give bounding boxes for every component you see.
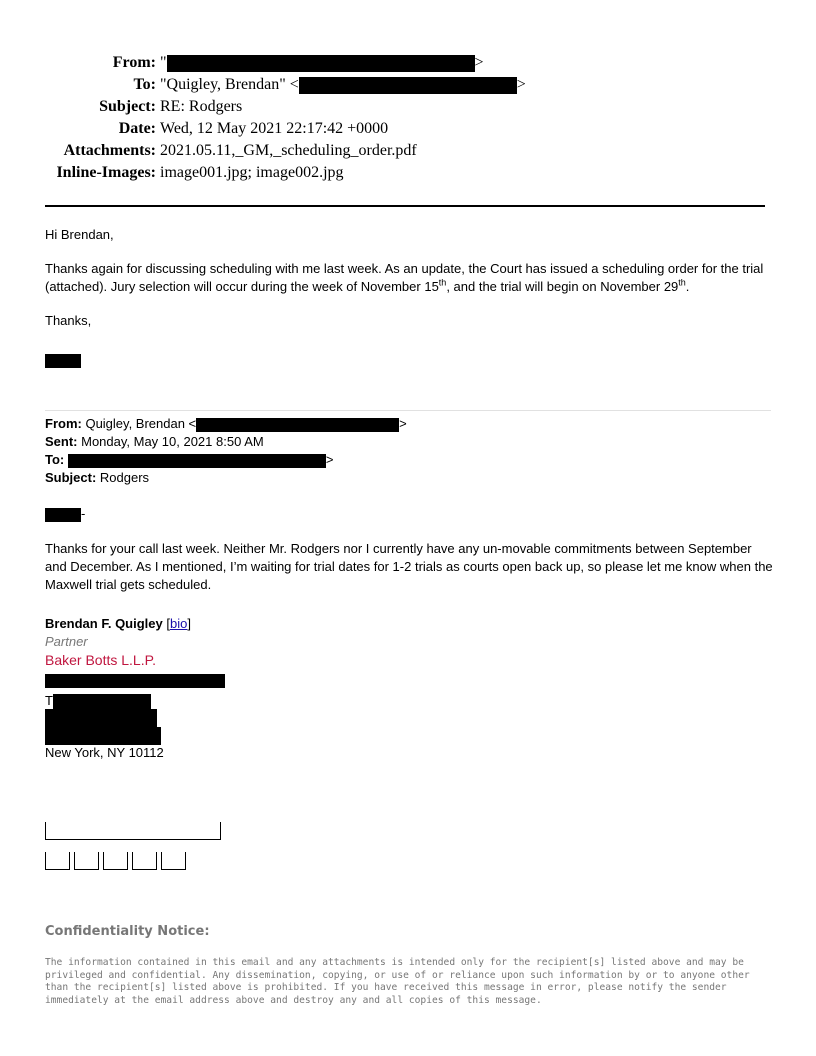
confidentiality-text: The information contained in this email and any attachments is intended only for the recipient[s] listed above and may be privileged and confidential. Any dissemination, copying, or use of or reliance upon such information by or to anyone other than the recipient[s] listed above is prohibited. If you have received this message in error, please notify the sender immediately at the email address above and destroy any and all copies of this message. — [45, 957, 750, 1006]
quoted-sent-value: Monday, May 10, 2021 8:50 AM — [77, 434, 264, 449]
signature-redacted-line — [45, 726, 775, 744]
quoted-subject-row — [45, 469, 407, 487]
header-date-label: Date: — [118, 120, 156, 137]
quoted-from-suffix: > — [399, 416, 407, 431]
closing: Thanks, — [45, 313, 92, 328]
header-date-row — [0, 118, 816, 140]
header-to-label: To: — [133, 76, 156, 93]
signature-redacted-line — [45, 708, 775, 726]
quoted-to-label: To: — [45, 452, 65, 467]
bracket: [ — [162, 616, 170, 631]
image-placeholders — [45, 822, 221, 870]
signature-name-row — [45, 615, 775, 633]
redaction-block — [167, 55, 475, 72]
header-subject-label: Subject: — [99, 98, 156, 115]
header-to-value — [160, 74, 526, 96]
quoted-sent-label: Sent: — [45, 434, 78, 449]
email-header — [0, 52, 816, 184]
redaction-block — [45, 674, 225, 688]
header-inline-images-row — [0, 162, 816, 184]
header-from-row — [0, 52, 816, 74]
quoted-to-suffix: > — [325, 452, 334, 467]
quoted-greeting — [45, 505, 775, 523]
signature-city: New York, NY 10112 — [45, 745, 164, 760]
confidentiality-title: Confidentiality Notice: — [45, 924, 210, 939]
header-from-label: From: — [112, 54, 156, 71]
update-text-2: , and the trial will begin on November 29 — [446, 279, 679, 294]
greeting: Hi Brendan, — [45, 227, 114, 242]
header-to-row — [0, 74, 816, 96]
reply-message — [45, 226, 775, 369]
header-from-prefix: " — [160, 54, 167, 71]
header-divider — [45, 205, 765, 207]
header-subject-row — [0, 96, 816, 118]
header-inline-images-value: image001.jpg; image002.jpg — [160, 164, 344, 181]
bracket: ] — [187, 616, 191, 631]
sender-signature-redacted — [45, 351, 775, 369]
signature-name: Brendan F. Quigley — [45, 616, 163, 631]
phone-prefix: T — [45, 693, 53, 708]
redaction-block — [45, 709, 157, 727]
quoted-subject-label: Subject: — [45, 470, 97, 485]
header-attachments-label: Attachments: — [63, 142, 156, 159]
header-date-value: Wed, 12 May 2021 22:17:42 +0000 — [160, 120, 389, 137]
bio-link[interactable]: bio — [169, 616, 188, 631]
ordinal-suffix: th — [678, 277, 686, 288]
redaction-block — [299, 77, 517, 94]
icon-placeholder — [74, 852, 99, 870]
signature-block — [45, 615, 775, 762]
update-text-3: . — [685, 279, 690, 294]
quoted-sent-row — [45, 433, 407, 451]
header-attachments-value[interactable]: 2021.05.11,_GM,_scheduling_order.pdf — [160, 142, 417, 159]
redaction-block — [68, 454, 326, 468]
quoted-from-value: Quigley, Brendan < — [81, 416, 197, 431]
icon-placeholder — [161, 852, 186, 870]
icon-placeholder — [132, 852, 157, 870]
redaction-block — [196, 418, 399, 432]
signature-firm: Baker Botts L.L.P. — [45, 652, 157, 668]
redaction-block — [45, 354, 81, 368]
signature-phone-row — [45, 692, 775, 708]
social-icons-placeholders — [45, 852, 221, 870]
quoted-from-label: From: — [45, 416, 82, 431]
header-to-prefix: "Quigley, Brendan" < — [160, 76, 299, 93]
icon-placeholder — [103, 852, 128, 870]
ordinal-suffix: th — [438, 277, 447, 288]
quoted-from-row — [45, 415, 407, 433]
icon-placeholder — [45, 852, 70, 870]
signature-title: Partner — [45, 634, 88, 649]
quoted-message — [45, 505, 775, 594]
banner-image-placeholder — [45, 822, 221, 840]
header-attachments-row — [0, 140, 816, 162]
header-inline-images-label: Inline-Images: — [56, 164, 156, 181]
quoted-body: Thanks for your call last week. Neither Mr. Rodgers nor I currently have any un-movable commitments between September and December. As I mentioned, I’m waiting for trial dates for 1-2 trials as courts open back up, so please let me know when the Maxwell trial gets scheduled. — [45, 541, 773, 592]
header-to-suffix: > — [516, 76, 526, 93]
quoted-subject-value: Rodgers — [96, 470, 150, 485]
greeting-dash: - — [81, 506, 86, 521]
header-from-suffix: > — [474, 54, 484, 71]
redaction-block — [45, 508, 81, 522]
quoted-divider — [45, 410, 771, 411]
header-subject-value: RE: Rodgers — [160, 98, 243, 115]
signature-redacted-address — [45, 671, 775, 689]
quoted-to-row — [45, 451, 407, 469]
quoted-header — [45, 415, 407, 487]
header-from-value — [160, 52, 484, 74]
update-paragraph — [45, 260, 775, 296]
redaction-block — [45, 727, 161, 745]
update-text-1: Thanks again for discussing scheduling with me last week. As an update, the Court has issued a scheduling order for the trial (attached). Jury selection will occur during the week of November 15 — [45, 261, 764, 294]
